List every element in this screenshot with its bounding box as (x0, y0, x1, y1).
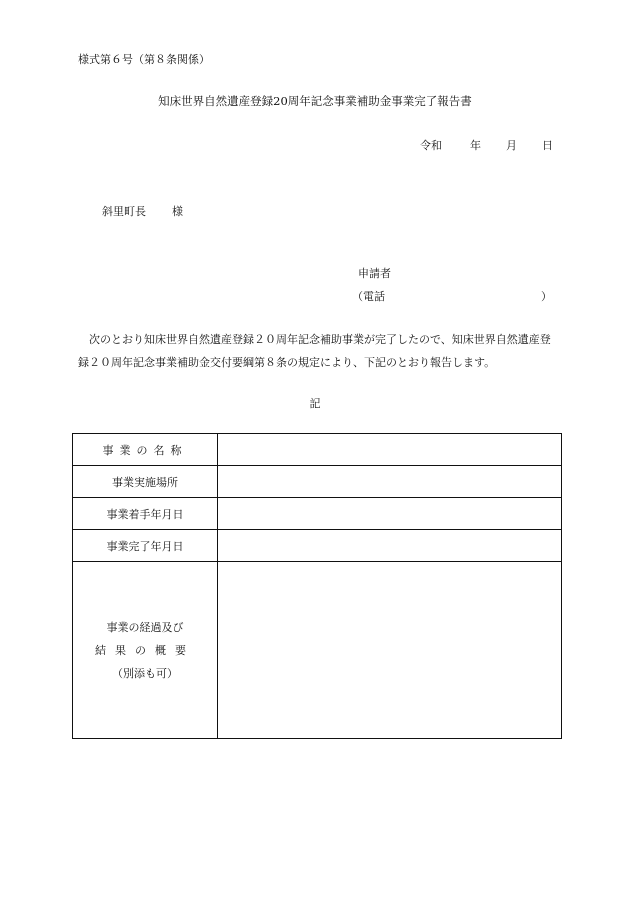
addressee-name: 斜里町長 (102, 205, 146, 218)
table-row (73, 466, 562, 498)
completion-date-field[interactable] (218, 530, 562, 562)
date-era: 令和 (420, 139, 442, 152)
applicant-label: 申請者 (358, 267, 391, 280)
document-title: 知床世界自然遺産登録20周年記念事業補助金事業完了報告書 (158, 94, 472, 108)
body-paragraph: 次のとおり知床世界自然遺産登録２０周年記念補助事業が完了したので、知床世界自然遺産登録２０周年記念事業補助金交付要綱第８条の規定により、下記のとおり報告します。 (78, 333, 551, 369)
project-location-field[interactable] (218, 466, 562, 498)
table-row (73, 530, 562, 562)
addressee-honorific: 様 (172, 205, 183, 218)
row-label-project-name: 事業の名称 (73, 434, 218, 466)
table-row (73, 498, 562, 530)
form-number: 様式第６号（第８条関係） (78, 53, 210, 66)
table-row (73, 562, 562, 739)
summary-label-line2: 結果の概要 (95, 643, 195, 657)
date-day-label: 日 (542, 139, 553, 152)
table-row (73, 434, 562, 466)
summary-field[interactable] (218, 562, 562, 739)
ki-heading: 記 (309, 397, 321, 410)
date-year-label: 年 (470, 139, 481, 152)
row-label-summary (73, 562, 218, 739)
report-table (72, 433, 562, 739)
row-label-completion-date: 事業完了年月日 (73, 530, 218, 562)
date-month-label: 月 (506, 139, 517, 152)
summary-label-line1: 事業の経過及び (106, 620, 184, 634)
row-label-project-location: 事業実施場所 (73, 466, 218, 498)
start-date-field[interactable] (218, 498, 562, 530)
phone-label: （電話 (352, 290, 385, 303)
project-name-field[interactable] (218, 434, 562, 466)
phone-close-paren: ） (541, 290, 552, 303)
summary-label-line3: （別添も可） (112, 666, 178, 680)
row-label-start-date: 事業着手年月日 (73, 498, 218, 530)
